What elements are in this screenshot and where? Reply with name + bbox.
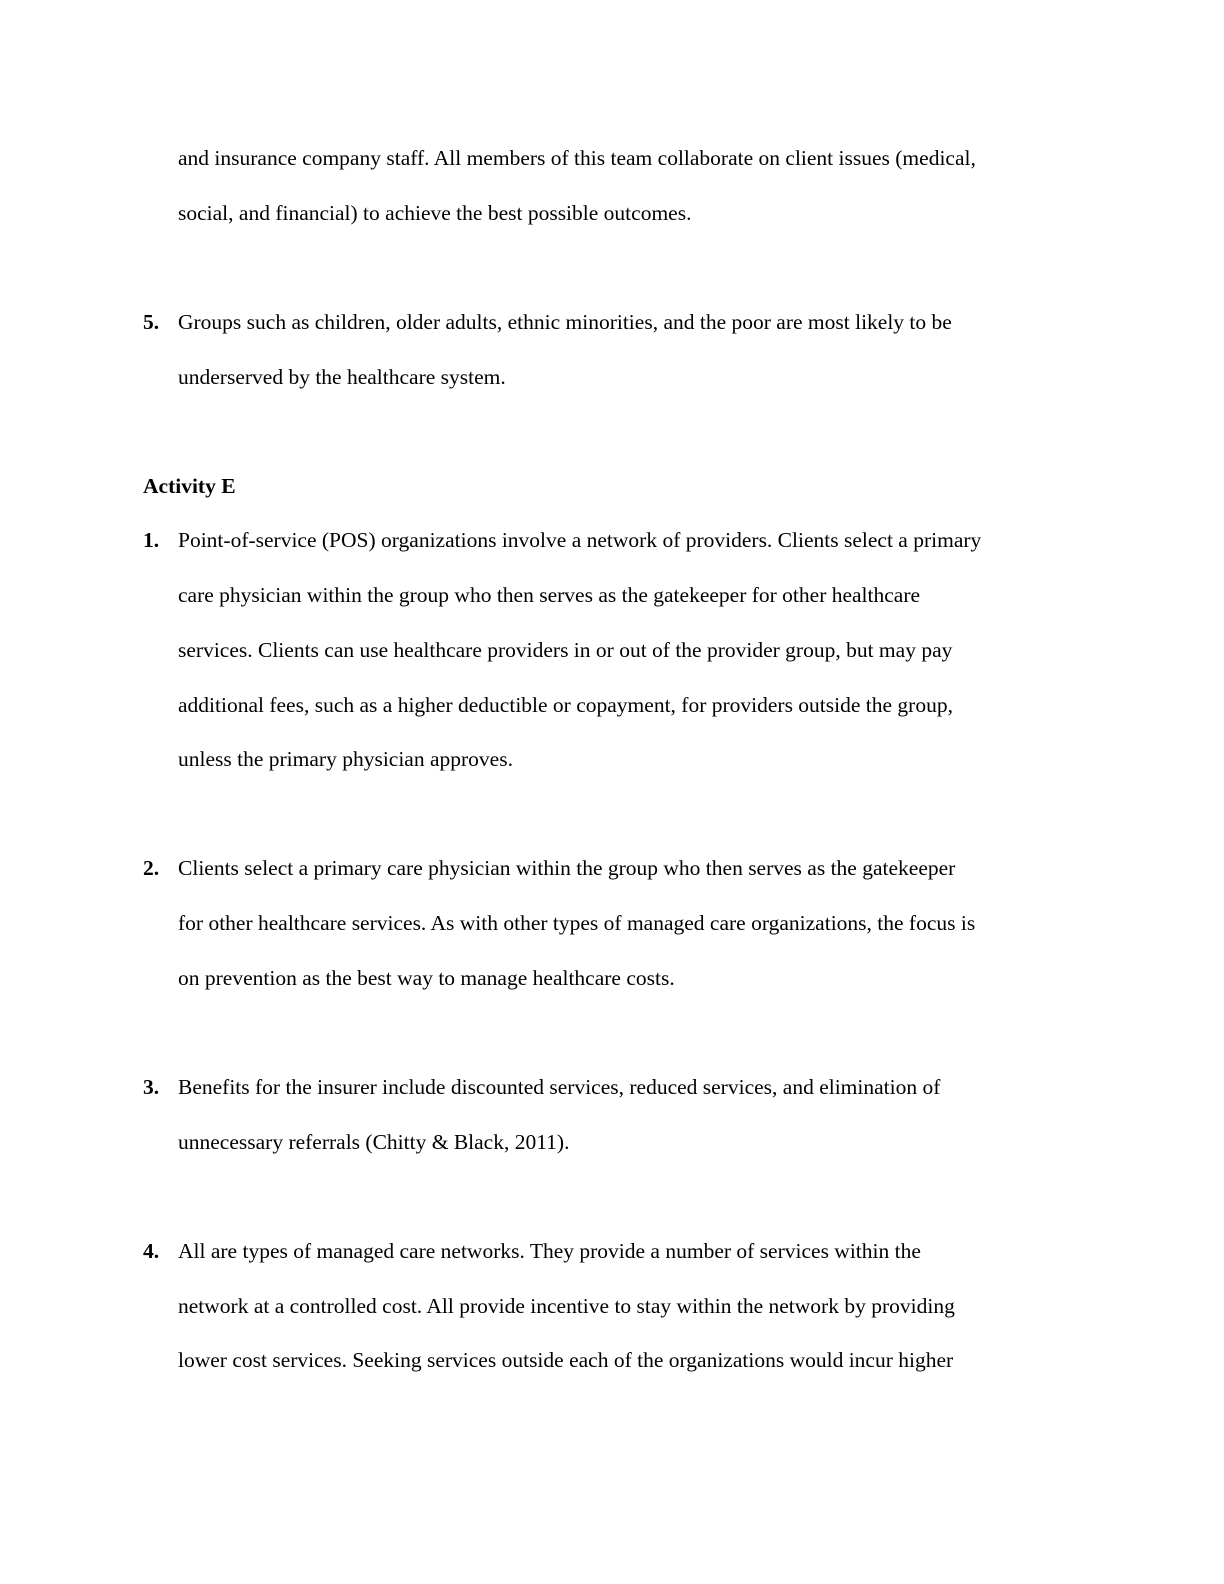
list-item-number: 5. xyxy=(143,310,160,334)
list-item-line: Groups such as children, older adults, ethnic minorities, and the poor are most likely to be xyxy=(178,310,952,334)
list-item-line: care physician within the group who then serves as the gatekeeper for other healthcare xyxy=(178,583,921,607)
list-item-line: unless the primary physician approves. xyxy=(178,747,513,771)
list-item-number: 4. xyxy=(143,1239,160,1263)
list-item-number: 2. xyxy=(143,856,160,880)
list-item-line: Clients select a primary care physician within the group who then serves as the gatekeeper xyxy=(178,856,956,880)
list-item-number: 1. xyxy=(143,528,160,552)
list-item-line: unnecessary referrals (Chitty & Black, 2011). xyxy=(178,1130,570,1154)
section-heading: Activity E xyxy=(143,474,236,498)
list-item-line: network at a controlled cost. All provide incentive to stay within the network by providing xyxy=(178,1294,955,1318)
list-item-line: Benefits for the insurer include discounted services, reduced services, and elimination of xyxy=(178,1075,941,1099)
list-item-line: services. Clients can use healthcare providers in or out of the provider group, but may pay xyxy=(178,638,953,662)
list-item-line: for other healthcare services. As with other types of managed care organizations, the focus is xyxy=(178,911,976,935)
list-item-line: lower cost services. Seeking services outside each of the organizations would incur higher xyxy=(178,1348,954,1372)
paragraph-line: social, and financial) to achieve the best possible outcomes. xyxy=(178,201,692,225)
paragraph-line: and insurance company staff. All members of this team collaborate on client issues (medical, xyxy=(178,146,976,170)
list-item-line: underserved by the healthcare system. xyxy=(178,365,506,389)
list-item-number: 3. xyxy=(143,1075,160,1099)
list-item-line: additional fees, such as a higher deductible or copayment, for providers outside the group, xyxy=(178,693,953,717)
list-item-line: Point-of-service (POS) organizations involve a network of providers. Clients select a primary xyxy=(178,528,982,552)
list-item-line: All are types of managed care networks. They provide a number of services within the xyxy=(178,1239,921,1263)
list-item-line: on prevention as the best way to manage healthcare costs. xyxy=(178,966,675,990)
